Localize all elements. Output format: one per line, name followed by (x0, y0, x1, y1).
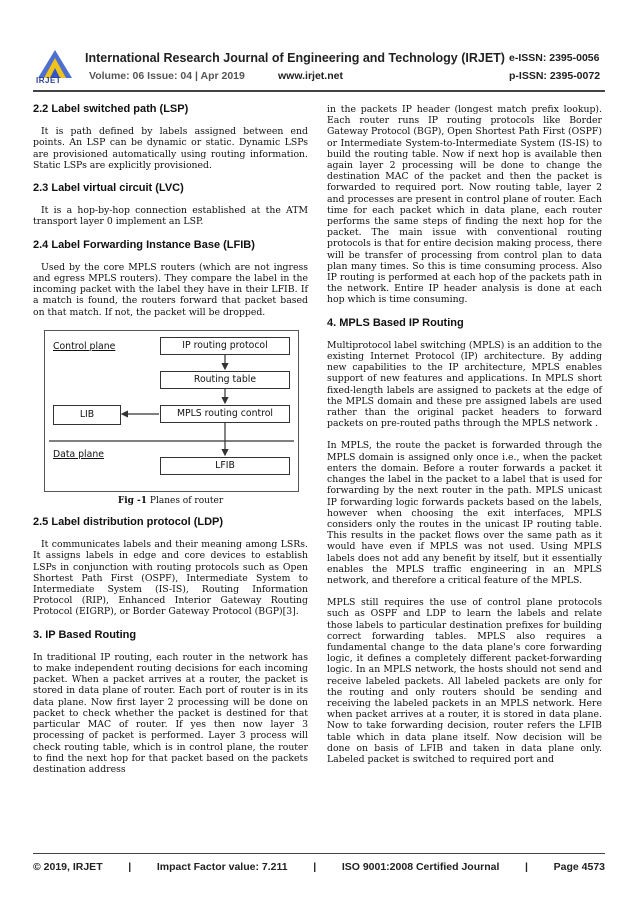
ip-routing-protocol-box: IP routing protocol (160, 337, 290, 355)
paragraph: It is a hop-by-hop connection established at the ATM transport layer 0 implement an LSP. (33, 205, 308, 228)
data-plane-label: Data plane (53, 448, 104, 460)
paragraph: Used by the core MPLS routers (which are not ingress and egress MPLS routers). They compare the label in the incoming packet with the label they have in their LFIB. If a match is found, the routers forward that packet based on that match. If not, the packet will be dropped. (33, 261, 308, 318)
routing-table-box: Routing table (160, 371, 290, 389)
lib-box: LIB (53, 405, 121, 425)
page-header (0, 0, 638, 90)
header-rule (33, 90, 605, 92)
paragraph: It is path defined by labels assigned between end points. An LSP can be dynamic or static. Dynamic LSPs are provisioned automatically using routing information. Static LSPs are explicitly provisioned. (33, 126, 308, 171)
website-link[interactable]: www.irjet.net (278, 70, 343, 82)
paragraph: MPLS still requires the use of control plane protocols such as OSPF and LDP to learn the labels and relate those labels to particular destination prefixes for building correct forwarding tables. MPLS also requires a fundamental change to the data plane's core forwarding logic, it defines a completely different packet-forwarding logic. In an MPLS network, the hosts should not send and receive labeled packets. All labeled packets are only for the routing and only routers should be sending and receiving the labeled packets in an MPLS network. Here when packet arrives at a router, it is stored in data plane. Now to take forwarding decision, router refers the LFIB table which in data plane itself. Now decision will be done on basis of LFIB and taken in data plane only. Labeled packet is switched to required port and (327, 597, 602, 765)
page-footer (33, 861, 605, 873)
paragraph: In traditional IP routing, each router in the network has to make independent routing decisions for each incoming packet. When a packet arrives at a router, the packet is stored in data plane of router. Each port of router is in its data plane. Now first layer 2 processing will be done on packet to check whether the packet is destined for that particular MAC of router. If yes then now layer 3 processing of packet is performed. Layer 3 process will check routing table, which is in control plane, the router to find the next hop for that packet based on the packets destination address (33, 651, 308, 775)
paragraph: It communicates labels and their meaning among LSRs. It assigns labels in edge and core devices to establish LSPs in conjunction with routing protocols such as Open Shortest Path First (OSPF), Intermediate System to Intermediate System (IS-IS), Routing Information Protocol (RIP), Enhanced Interior Gateway Routing Protocol (EIGRP), or Border Gateway Protocol (BGP)[3]. (33, 539, 308, 618)
left-column (33, 104, 308, 775)
section-heading: 2.5 Label distribution protocol (LDP) (33, 516, 224, 529)
section-heading: 4. MPLS Based IP Routing (327, 316, 464, 329)
paragraph: In MPLS, the route the packet is forwarded through the MPLS domain is assigned only once i.e., when the packet enters the domain. Before a router forwards a packet it changes the label in the packet to a label that is used for forwarding by the next router in the path. MPLS unicast IP forwarding logic forwards packets based on the labels, however when choosing the exit interfaces, MPLS considers only the routes in the unicast IP routing table. This results in the packet flows over the same path as it would have even if MPLS was not used. Using MPLS labels does not add any benefit by itself, but it essentially enables the MPLS traffic engineering in an MPLS network, and therefore a critical feature of the MPLS. (327, 440, 602, 586)
journal-title: International Research Journal of Engineering and Technology (IRJET) (85, 51, 505, 65)
section-heading: 2.3 Label virtual circuit (LVC) (33, 182, 184, 195)
figure-caption-text: Planes of router (147, 495, 224, 506)
planes-of-router-figure (44, 330, 299, 492)
footer-separator: | (128, 861, 132, 873)
copyright: © 2019, IRJET (33, 861, 103, 873)
paragraph: Multiprotocol label switching (MPLS) is an addition to the existing Internet Protocol (IP) architecture. By adding new capabilities to the IP architecture, MPLS enables support of new features and applications. In MPLS short fixed-length labels are assigned to packets at the edge of the MPLS domain and these pre assigned labels are used rather than the original packet headers to forward packets on pre-routed paths through the MPLS network . (327, 339, 602, 430)
eissn: e-ISSN: 2395-0056 (509, 52, 600, 64)
logo-text: IRJET (36, 76, 62, 85)
figure-caption (33, 496, 308, 507)
footer-separator: | (313, 861, 317, 873)
right-column (327, 104, 602, 765)
mpls-routing-control-box: MPLS routing control (160, 405, 290, 423)
page-number: Page 4573 (553, 861, 605, 873)
control-plane-label: Control plane (53, 340, 116, 352)
figure-connectors (45, 331, 298, 491)
figure-caption-label: Fig -1 (117, 495, 148, 506)
section-heading: 3. IP Based Routing (33, 628, 137, 641)
paragraph: in the packets IP header (longest match prefix lookup). Each router runs IP routing protocols like Border Gateway Protocol (BGP), Open Shortest Path First (OSPF) or Intermediate System-to-Intermediate System (IS-IS) to build the routing table. Now if next hop is available then again layer 2 processing will be done to change the destination MAC of the packet and then the packet is forwarded to required port. Now routing table, layer 2 and processes are present in control plane of router. Each time for each packet which in data plane, each router performs the same steps of finding the next hop for the packet. The main issue with conventional routing protocols is that for entire decision making process, there will be transfer of processing from control plan to data plan many times. So this is time consuming process. Also IP routing is performed at each hop of the packets path in the network. Entire IP header analysis is done at each hop which is time consuming. (327, 104, 602, 306)
footer-separator: | (525, 861, 528, 873)
volume-issue: Volume: 06 Issue: 04 | Apr 2019 (89, 70, 245, 82)
section-heading: 2.2 Label switched path (LSP) (33, 103, 189, 115)
pissn: p-ISSN: 2395-0072 (509, 70, 601, 82)
impact-factor: Impact Factor value: 7.211 (156, 861, 288, 873)
footer-rule (33, 853, 605, 854)
lfib-box: LFIB (160, 457, 290, 475)
section-heading: 2.4 Label Forwarding Instance Base (LFIB) (33, 238, 255, 251)
iso-certification: ISO 9001:2008 Certified Journal (341, 861, 500, 873)
